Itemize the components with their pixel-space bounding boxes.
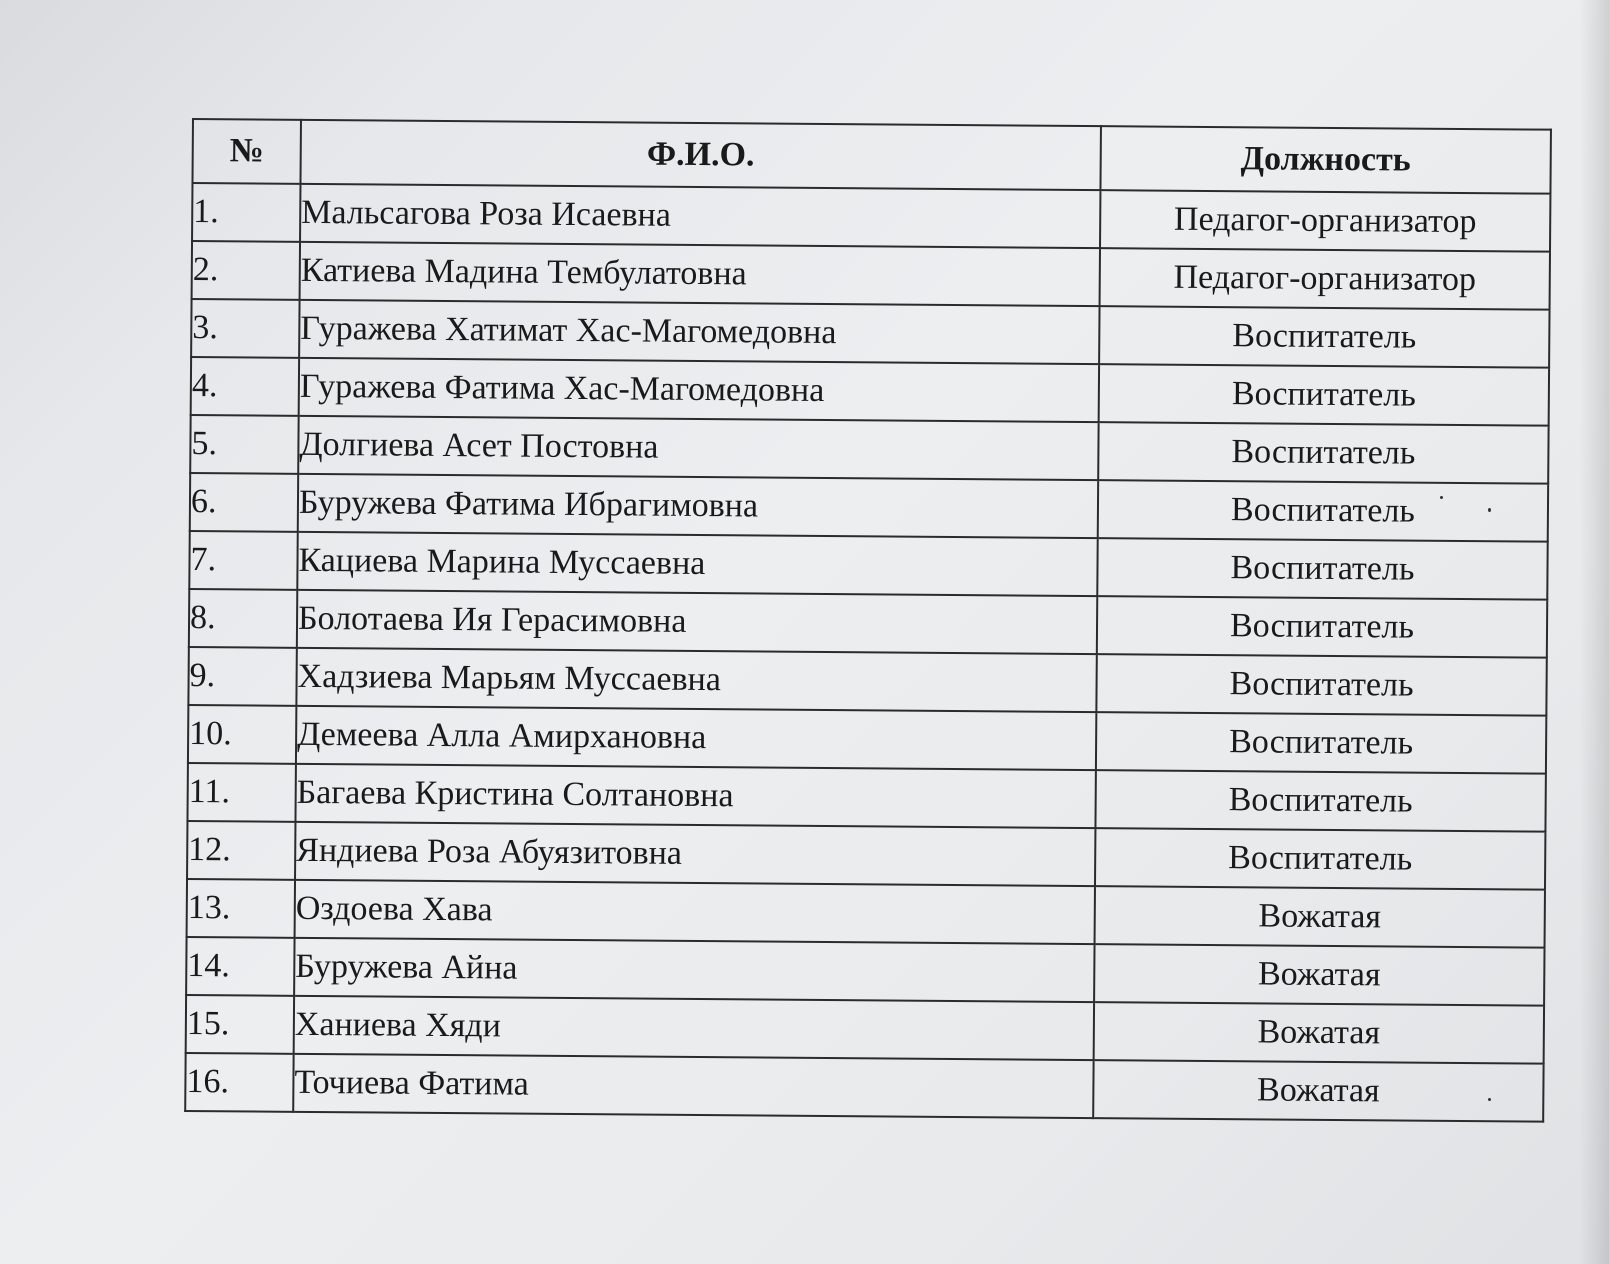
- row-position: Воспитатель: [1096, 654, 1546, 716]
- row-position: Педагог-организатор: [1100, 190, 1550, 252]
- table-row: [191, 357, 1549, 426]
- table-row: [189, 531, 1547, 600]
- row-full-name: Мальсагова Роза Исаевна: [300, 184, 1100, 248]
- row-full-name: Ханиева Хяди: [294, 996, 1094, 1060]
- row-position: Воспитатель: [1098, 480, 1548, 542]
- row-number: 3.: [191, 299, 299, 358]
- row-number: 11.: [187, 763, 295, 822]
- row-position: Воспитатель: [1098, 422, 1548, 484]
- table-row: [187, 821, 1545, 890]
- table-row: [187, 763, 1545, 832]
- row-position: Воспитатель: [1099, 306, 1549, 368]
- row-number: 4.: [191, 357, 299, 416]
- row-position: Воспитатель: [1097, 596, 1547, 658]
- row-number: 13.: [187, 879, 295, 938]
- table-row: [192, 183, 1550, 252]
- row-position: Вожатая: [1093, 1060, 1543, 1122]
- row-number: 16.: [185, 1053, 293, 1112]
- row-full-name: Болотаева Ия Герасимовна: [297, 590, 1097, 654]
- table-row: [185, 1053, 1543, 1122]
- row-full-name: Долгиева Асет Постовна: [298, 416, 1098, 480]
- row-number: 1.: [192, 183, 300, 242]
- table-row: [188, 705, 1546, 774]
- row-full-name: Гуражева Фатима Хас-Магомедовна: [299, 358, 1099, 422]
- table-row: [186, 995, 1544, 1064]
- row-position: Вожатая: [1094, 944, 1544, 1006]
- row-full-name: Катиева Мадина Тембулатовна: [300, 242, 1100, 306]
- table-row: [190, 415, 1548, 484]
- row-position: Воспитатель: [1099, 364, 1549, 426]
- table-row: [188, 647, 1546, 716]
- row-full-name: Яндиева Роза Абуязитовна: [295, 822, 1095, 886]
- row-number: 9.: [188, 647, 296, 706]
- row-position: Воспитатель: [1095, 770, 1545, 832]
- row-full-name: Гуражева Хатимат Хас-Магомедовна: [299, 300, 1099, 364]
- row-number: 12.: [187, 821, 295, 880]
- table-row: [189, 589, 1547, 658]
- page-edge-shadow: [1579, 0, 1609, 1264]
- row-position: Воспитатель: [1096, 712, 1546, 774]
- row-number: 8.: [189, 589, 297, 648]
- table-body: [185, 183, 1550, 1122]
- row-full-name: Багаева Кристина Солтановна: [295, 764, 1095, 828]
- dust-speck: [1488, 1098, 1491, 1101]
- row-position: Вожатая: [1095, 886, 1545, 948]
- row-full-name: Демеева Алла Амирхановна: [296, 706, 1096, 770]
- row-full-name: Точиева Фатима: [293, 1054, 1093, 1118]
- dust-speck: [1488, 508, 1491, 512]
- row-number: 2.: [192, 241, 300, 300]
- row-position: Воспитатель: [1095, 828, 1545, 890]
- header-full-name: Ф.И.О.: [300, 120, 1100, 190]
- row-full-name: Хадзиева Марьям Муссаевна: [296, 648, 1096, 712]
- row-number: 10.: [188, 705, 296, 764]
- table-row: [190, 473, 1548, 542]
- table-row: [191, 299, 1549, 368]
- table-row: [187, 879, 1545, 948]
- staff-document: [184, 118, 1550, 1123]
- row-number: 15.: [186, 995, 294, 1054]
- table-row: [192, 241, 1550, 310]
- table-header-row: [192, 119, 1550, 194]
- row-number: 14.: [186, 937, 294, 996]
- row-number: 7.: [189, 531, 297, 590]
- staff-table: [184, 118, 1552, 1123]
- row-number: 6.: [190, 473, 298, 532]
- header-number: №: [192, 119, 300, 184]
- dust-speck: [1440, 496, 1443, 499]
- header-position: Должность: [1100, 126, 1550, 194]
- row-full-name: Оздоева Хава: [295, 880, 1095, 944]
- row-position: Педагог-организатор: [1100, 248, 1550, 310]
- row-full-name: Буружева Айна: [294, 938, 1094, 1002]
- row-full-name: Кациева Марина Муссаевна: [297, 532, 1097, 596]
- row-full-name: Буружева Фатима Ибрагимовна: [298, 474, 1098, 538]
- row-number: 5.: [190, 415, 298, 474]
- table-row: [186, 937, 1544, 1006]
- row-position: Воспитатель: [1097, 538, 1547, 600]
- row-position: Вожатая: [1094, 1002, 1544, 1064]
